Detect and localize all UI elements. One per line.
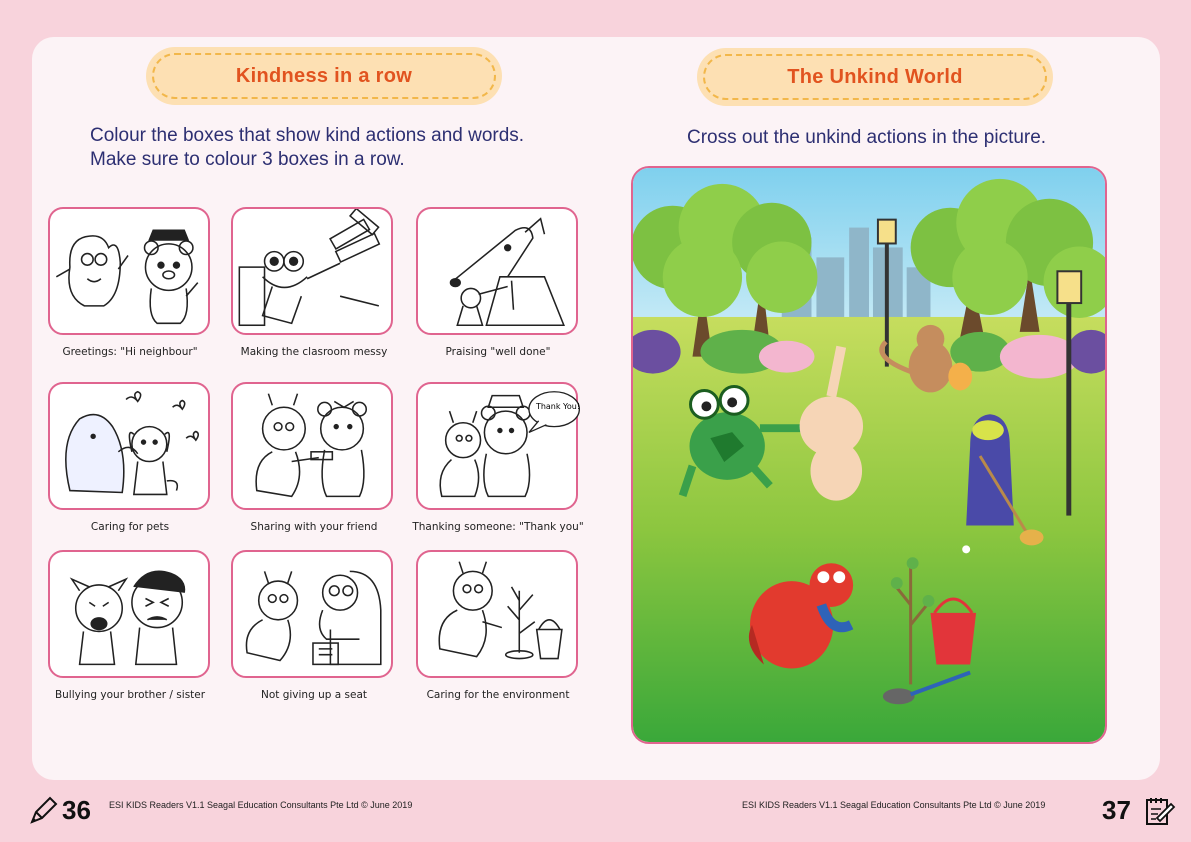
right-banner — [697, 48, 1053, 106]
card-caption: Greetings: "Hi neighbour" — [62, 346, 198, 358]
card-caption: Bullying your brother / sister — [54, 689, 206, 701]
praising-picture — [418, 209, 576, 333]
instruction-line-2: Make sure to colour 3 boxes in a row. — [90, 149, 405, 170]
card-caption: Making the clasroom messy — [240, 346, 388, 358]
card-messy-classroom[interactable] — [231, 207, 393, 335]
right-page-number: 37 — [1102, 795, 1131, 825]
card-bullying[interactable] — [48, 550, 210, 678]
thank-you-bubble-text: Thank You! — [535, 402, 581, 411]
card-caption: Not giving up a seat — [260, 689, 367, 701]
card-caption: Caring for the environment — [426, 689, 570, 701]
right-instruction: Cross out the unkind actions in the picture. — [687, 127, 1047, 148]
right-banner-title: The Unkind World — [787, 65, 963, 88]
seat-picture — [233, 552, 391, 676]
card-praising[interactable] — [416, 207, 578, 335]
left-banner-title: Kindness in a row — [235, 64, 413, 87]
environment-picture — [418, 552, 576, 676]
card-thanking[interactable] — [416, 382, 581, 510]
instruction-line-1: Colour the boxes that show kind actions and words. — [90, 125, 525, 146]
messy-classroom-picture — [233, 209, 391, 333]
left-page-number: 36 — [62, 795, 91, 825]
card-greetings[interactable] — [48, 207, 210, 335]
left-instructions — [90, 124, 524, 172]
card-caption: Sharing with your friend — [250, 521, 378, 533]
card-sharing[interactable] — [231, 382, 393, 510]
left-footer: ESI KIDS Readers V1.1 Seagal Education Consultants Pte Ltd © June 2019 — [109, 800, 413, 810]
card-caption: Caring for pets — [90, 521, 170, 533]
sharing-picture — [233, 384, 391, 508]
right-footer: ESI KIDS Readers V1.1 Seagal Education Consultants Pte Ltd © June 2019 — [742, 800, 1046, 810]
notepad-pencil-icon — [1144, 795, 1176, 827]
card-caption: Praising "well done" — [445, 346, 551, 358]
pets-picture — [50, 384, 208, 508]
card-environment[interactable] — [416, 550, 578, 678]
greeting-picture — [50, 209, 208, 333]
unkind-world-scene[interactable] — [631, 166, 1107, 744]
card-seat[interactable] — [231, 550, 393, 678]
card-pets[interactable] — [48, 382, 210, 510]
bullying-picture — [50, 552, 208, 676]
left-banner — [146, 47, 502, 105]
card-caption: Thanking someone: "Thank you" — [412, 521, 584, 533]
pencil-icon — [28, 796, 58, 826]
park-scene-picture — [633, 168, 1105, 742]
